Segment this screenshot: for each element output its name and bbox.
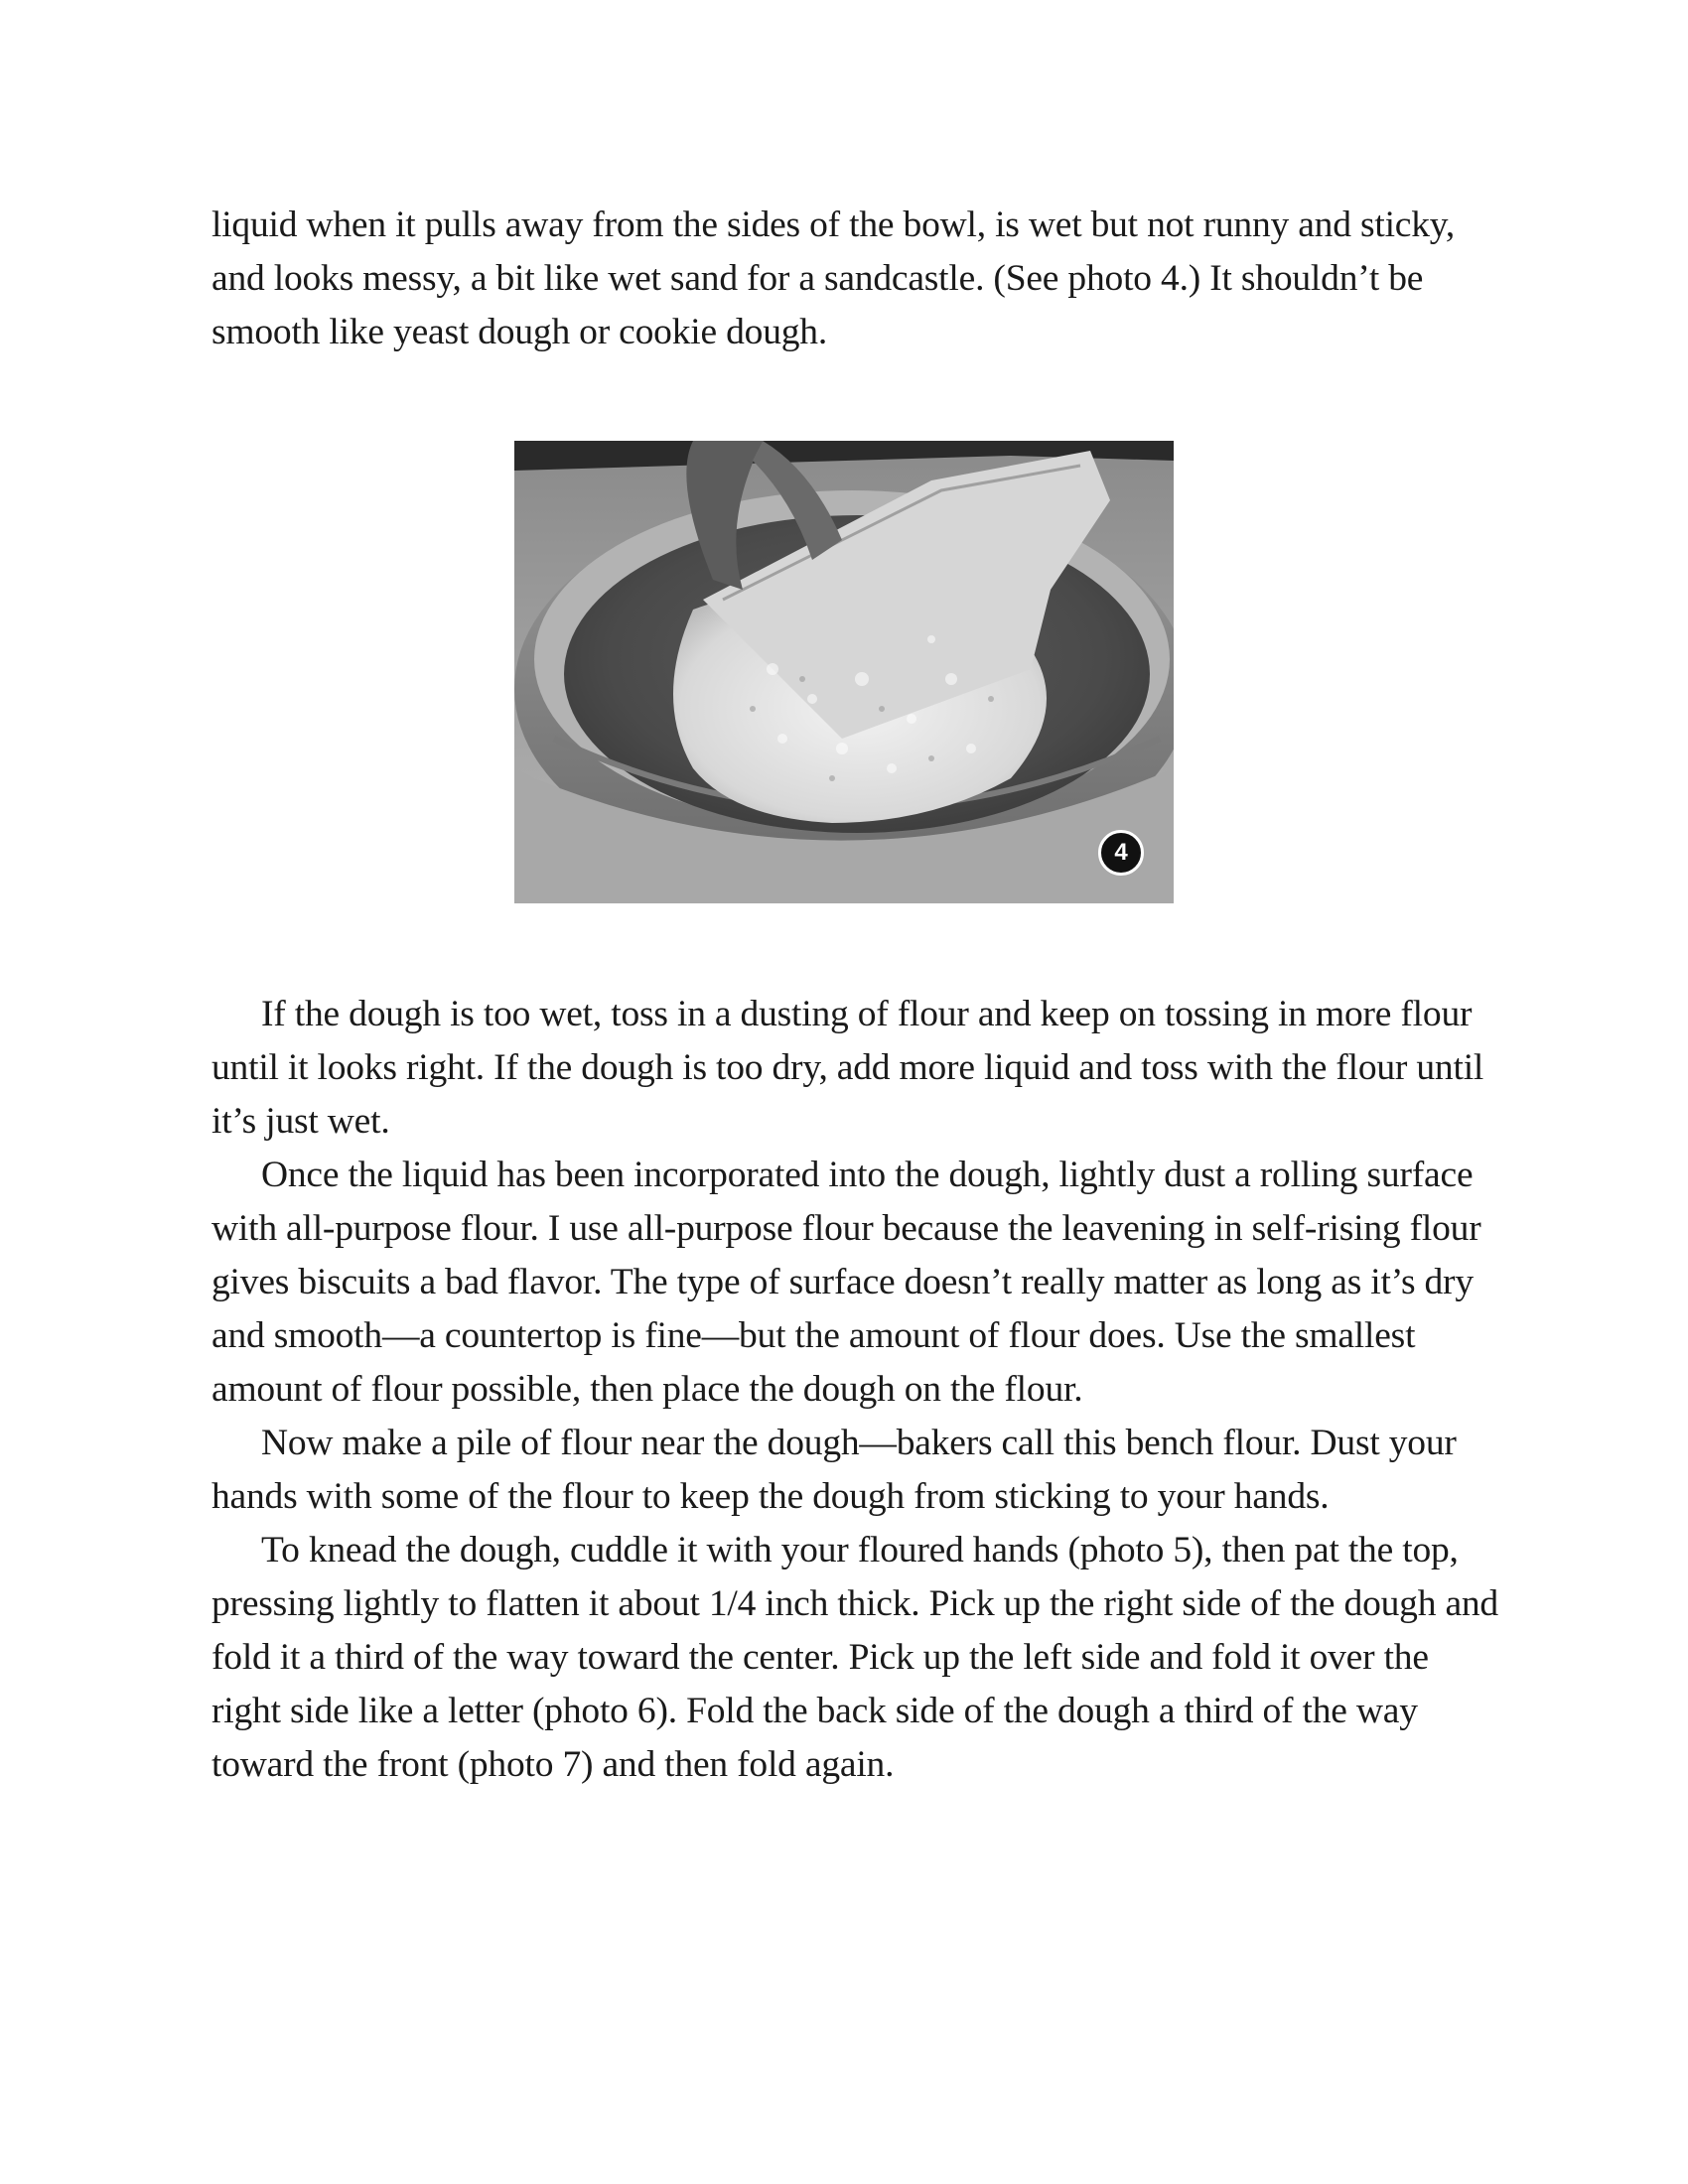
dough-bowl-photo [514, 441, 1174, 903]
paragraph: If the dough is too wet, toss in a dusting of flour and keep on tossing in more flour until it looks right. If the dough is too dry, add more liquid and toss with the flour until it’s just wet. [211, 994, 1484, 1142]
bottom-text-block [211, 988, 1502, 1792]
top-text-block [211, 199, 1502, 359]
paragraph: To knead the dough, cuddle it with your floured hands (photo 5), then pat the top, pressing lightly to flatten it about 1/4 inch thick. Pick up the right side of the dough and fold it a third of the way toward the center. Pick up the left side and fold it over the right side like a letter (photo 6). Fold the back side of the dough a third of the way toward the front (photo 7) and then fold again. [211, 1530, 1498, 1785]
photo-number-badge: 4 [1098, 830, 1144, 876]
paragraph: Once the liquid has been incorporated into the dough, lightly dust a rolling surface with all-purpose flour. I use all-purpose flour because the leavening in self-rising flour gives biscuits a bad flavor. The type of surface doesn’t really matter as long as it’s dry and smooth—a countertop is fine—but the amount of flour does. Use the smallest amount of flour possible, then place the dough on the flour. [211, 1155, 1481, 1410]
paragraph: liquid when it pulls away from the sides of the bowl, is wet but not runny and sticky, and looks messy, a bit like wet sand for a sandcastle. (See photo 4.) It shouldn’t be smooth like yeast dough or cookie dough. [211, 205, 1456, 352]
paragraph: Now make a pile of flour near the dough—bakers call this bench flour. Dust your hands with some of the flour to keep the dough from sticking to your hands. [211, 1423, 1457, 1517]
photo-of-dough-in-bowl-icon [514, 441, 1174, 903]
